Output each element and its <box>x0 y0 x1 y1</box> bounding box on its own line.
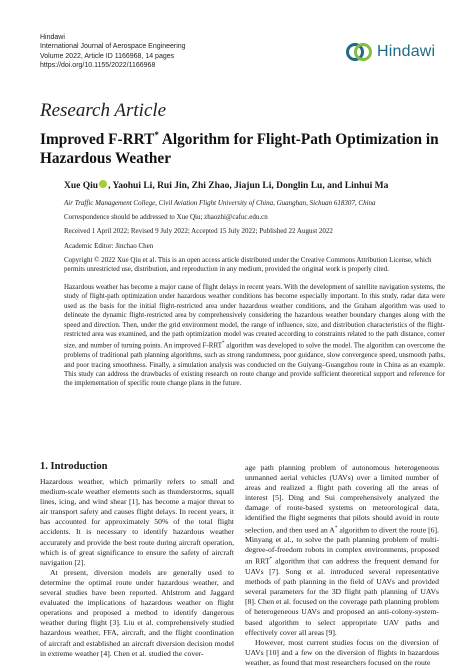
intro-p3-part-b: algorithm to divert the route [6]. Minyang et al., to solve the path planning problem of multi-degree-of-freedom robots in complex environments, proposed an RRT <box>245 525 439 566</box>
left-column <box>40 477 234 659</box>
publisher-name: Hindawi <box>40 34 65 41</box>
title-part-1: Improved F-RRT <box>40 131 155 149</box>
publication-dates: Received 1 April 2022; Revised 9 July 2022; Accepted 15 July 2022; Published 22 August 2022 <box>64 227 333 235</box>
abstract-part-2: algorithm was developed to solve the model. The algorithm can overcome the problems of traditional path planning algorithms, such as strong randomness, poor guidance, slow convergence speed, unsmooth paths, and poor tracing smoothness. Finally, a simulation analysis was conducted on the Guiyang–Guangzhou route in China as an example. This study can address the drawbacks of existing research on route change and provide sufficient theoretical support and reference for the implementation of specific route change plans in the future. <box>64 341 445 388</box>
abstract-part-1: Hazardous weather has become a major cause of flight delays in recent years. With the development of satellite navigation systems, the study of flight-path optimization under hazardous weather conditions has become especially important. In this study, radar data were used as the basis for the initial flight-restricted area under hazardous weather conditions, and the Graham algorithm was used to delineate the dynamic flight-restricted area by comprehensively considering the hazardous weather boundary changes along with the speed and direction. Then, under the grid environment model, the range of influence, size, and distribution characteristics of the flight-restricted area was examined, and the path optimization model was created according to constraints related to the path distance, corner size, and number of turning points. An improved F-RRT <box>64 283 445 350</box>
abstract-superscript: * <box>221 341 225 347</box>
correspondence: Correspondence should be addressed to Xue Qiu; zhaozhi@cafuc.edu.cn <box>64 213 268 221</box>
doi-link[interactable]: https://doi.org/10.1155/2022/1166968 <box>40 61 156 69</box>
right-column <box>245 463 439 668</box>
logo-wordmark: Hindawi <box>377 43 436 60</box>
hindawi-logo <box>345 38 435 66</box>
intro-paragraph-1: Hazardous weather, which primarily refers to small and medium-scale weather elements such as thunderstorms, squall lines, icing, and wind shear [1], has become a major threat to air transport safety and causes flight delays. In recent years, it has accounted for approximately 50% of the total flight accidents. It is necessary to identify hazardous weather accurately and provide the best route during aircraft operation, which is of great significance to ensure the safety of aircraft navigation [2]. <box>40 477 234 567</box>
hindawi-logo-icon <box>345 38 373 66</box>
academic-editor: Academic Editor: Jinchao Chen <box>64 242 154 250</box>
orcid-icon[interactable] <box>99 180 107 188</box>
title-part-2: Algorithm for Flight-Path Optimization in Hazardous Weather <box>40 131 439 168</box>
intro-paragraph-2: At present, diversion models are generally used to determine the optimal route under hazardous weather, and several studies have been reported. Ahlstrom and Jaggard evaluated the implications of hazardous weather on flight operations and proposed a method to identify dangerous weather during flight [3]. Liu et al. comprehensively studied hazardous weather, FFA, aircraft, and the flight coordination of aircraft and established an aircraft diversion decision model in extreme weather [4]. Chen et al. studied the cover- <box>40 567 234 658</box>
intro-p3-part-c: algorithm that can address the frequent demand for UAVs [7]. Song et al. introduced several representative methods of path planning in the field of UAVs and provided several parameters for the 3D flight path planning of UAVs [8]. Chen et al. focused on the coverage path planning problem of heterogeneous UAVs and proposed an anti-colony-system-based algorithm to select appropriate UAV paths and effectively cover all areas [9]. <box>245 556 439 637</box>
title-superscript: * <box>154 130 159 140</box>
section-heading-introduction: 1. Introduction <box>40 461 108 472</box>
intro-paragraph-4: However, most current studies focus on the diversion of UAVs [10] and a few on the diversion of flights in hazardous weather, as found that most researchers focused on the route <box>245 637 439 667</box>
first-author[interactable]: Xue Qiu <box>64 181 99 191</box>
paper-title <box>40 126 440 168</box>
affiliation: Air Traffic Management College, Civil Aviation Flight University of China, Guanghan, Sichuan 618307, China <box>64 199 376 207</box>
rrt-star-superscript: * <box>269 557 273 563</box>
volume-info: Volume 2022, Article ID 1166968, 14 pages <box>40 52 175 60</box>
article-type: Research Article <box>40 100 167 121</box>
journal-name: International Journal of Aerospace Engineering <box>40 43 186 51</box>
copyright-notice: Copyright © 2022 Xue Qiu et al. This is an open access article distributed under the Creative Commons Attribution License, which permits unrestricted use, distribution, and reproduction in any medium, provided the original work is properly cited. <box>64 256 432 274</box>
intro-paragraph-3 <box>245 463 439 638</box>
intro-p3-part-a: age path planning problem of autonomous heterogeneous unmanned aerial vehicles (UAVs) over a limited number of areas and realized a flight path covering all the areas of interest [5]. Ding and Sui comprehensively analyzed the damage of route-based systems on meteorological data, identified the flight segments that pilots should avoid in route selection, and then used an A <box>245 463 439 535</box>
journal-meta <box>40 33 186 70</box>
other-authors: , Yaohui Li, Rui Jin, Zhi Zhao, Jiajun Li, Donglin Lu, and Linhui Ma <box>108 181 389 191</box>
abstract <box>64 283 445 389</box>
a-star-superscript: * <box>334 525 338 531</box>
author-list <box>64 180 444 191</box>
